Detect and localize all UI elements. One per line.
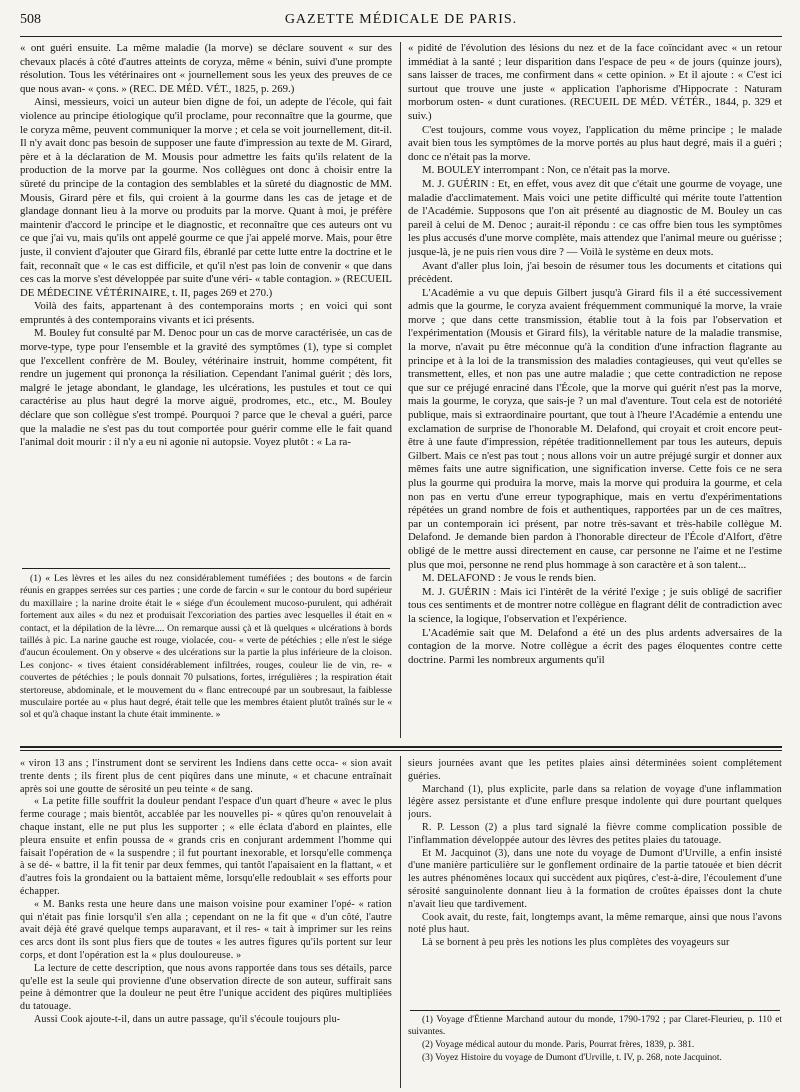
paragraph: « pidité de l'évolution des lésions du nez et de la face coïncidant avec « un retour immédiat à la santé ; leur disparition dans l'espace de peu « de jours (quinze jours), sans laisser de traces, me confirment dans « cette opinion. » Et il ajoute : « C'est ici surtout que trouve une juste « application l'aphorisme d'Hippocrate : Naturam morborum osten- « dunt curationes. (RECUEIL DE MÉD. VÉTÉR., 1844, p. 329 et suiv.) — [408, 42, 782, 122]
header-rule — [20, 36, 782, 37]
paragraph: sieurs journées avant que les petites plaies ainsi déterminées soient complétement guéries. — [408, 758, 782, 782]
paragraph: L'Académie a vu que depuis Gilbert jusqu'à Girard fils il a été successivement admis que la gourme, le coryza avaient fréquemment communiqué la morve, la vraie morve ; que dans cette transmission, établie tout à la fois par l'observation et l'expérimentation (Mousis et Girard fils), la véritable nature de la maladie transmise, la morve, n'avait pu être méconnue qu'à la condition d'une infraction flagrante au principe et à la loi de la transmission des maladies contagieuses, qui veut qu'elles se transmettent, elles, et non pas une autre maladie ; que cette contradiction ne repose que sur ce préjugé enraciné dans l'École, que la morve qui guérit n'est pas la morve, mais la gourme, le coryza, que sais-je ? un mal d'aventure. Tout cela est de notoriété publique, mais si extraordinaire pourtant, que tout à l'heure l'Académie a entendu une exclamation de surprise de l'honorable M. Delafond, qui croyait et croit encore peut-être à une faute d'impression, répétée traditionnellement par tous les auteurs, depuis Gilbert. Mais ce n'est pas tout ; nous allons voir un autre préjugé surgir et donner aux mêmes faits une autre signification, une signification inverse. Cette fois ce ne sera plus la gourme qui produira la morve, mais la morve qui produira la gourme, et cela non pas en vertu d'une erreur typographique, mais en vertu d'expérimentations répétées un grand nombre de fois et authentiques, rapportées par un de ces maîtres, par un contemporain ici présent, par notre très-savant et très-habile collègue M. Delafond. Je demande bien pardon à l'honorable directeur de l'École d'Alfort, d'être obligé de le mettre aussi directement en cause, car personne ne l'aime et ne l'estime plus que moi, personne ne rend plus hommage à son caractère et à son talent... — [408, 286, 782, 571]
paragraph: L'Académie sait que M. Delafond a été un des plus ardents adversaires de la contagion de la morve. Notre collègue a écrit des pages éloquentes contre cette doctrine. Parmi les nombreux arguments qu'il — [408, 626, 782, 666]
paragraph: « viron 13 ans ; l'instrument dont se servirent les Indiens dans cette occa- « sion avait trente dents ; ils firent plus de cent piqûres dans une minute, « et chacune entraînait après soi une goutte de sérosité un peu teinte « de sang. — [20, 758, 392, 795]
top-left-column — [20, 42, 392, 564]
top-left-footnote — [20, 573, 392, 743]
paragraph: Et M. Jacquinot (3), dans une note du voyage de Dumont d'Urville, a enfin insisté d'une manière particulière sur le gonflement ordinaire de la partie tatouée et bien décrit les autres phénomènes locaux qui succèdent aux piqûres, c'est-à-dire, l'écoulement d'une sérosité sanguinolente donnant lieu à la formation de croûtes épaisses dont la chute n'avait lieu que tardivement. — [408, 847, 782, 910]
section-rule-thin — [20, 750, 782, 751]
paragraph: M. J. GUÉRIN : Mais ici l'intérêt de la vérité l'exige ; je suis obligé de sacrifier tous ces sentiments et de montrer notre collègue en flagrant délit de contradiction avec la science, la logique, l'observation et l'expérience. — [408, 585, 782, 625]
bottom-right-notes — [408, 1014, 782, 1090]
paragraph: Cook avait, du reste, fait, longtemps avant, la même remarque, ainsi que nous l'avons noté plus haut. — [408, 911, 782, 936]
paragraph: M. Bouley fut consulté par M. Denoc pour un cas de morve caractérisée, un cas de morve-type, type pour l'ensemble et la gravité des symptômes (1), type si complet que l'excellent confrère de M. Bouley, vétérinaire instruit, homme compétent, fit rendre un jugement qui prononça la résiliation. Cependant l'animal guérit ; dès lors, malgré le jetage abondant, le glandage, les ulcérations, les pustules et tout ce qui caractérise au plus haut degré la morve aiguë, prodromes, etc., etc., M. Bouley déclare que son collègue s'est trompé. Pourquoi ? parce que le cheval a guéri, parce que la maladie ne s'est pas du tout comportée pour guérir comme elle le fait quand l'animal doit mourir : il n'y a eu ni agonie ni autopsie. Voyez plutôt : « La ra- — [20, 327, 392, 449]
column-divider — [400, 42, 401, 738]
paragraph: C'est toujours, comme vous voyez, l'application du même principe ; le malade avait bien tous les symptômes de la morve portés au plus haut degré, mais il a guéri ; donc ce n'était pas la morve. — [408, 123, 782, 163]
column-divider-lower — [400, 756, 401, 1088]
bottom-right-column — [408, 758, 782, 1008]
paragraph: Là se bornent à peu près les notions les plus complètes des voyageurs sur — [422, 937, 730, 949]
reference-note: (1) Voyage d'Étienne Marchand autour du monde, 1790-1792 ; par Claret-Fleurieu, p. 110 et suivantes. — [408, 1015, 782, 1037]
reference-note: (2) Voyage médical autour du monde. Paris, Pourrat frères, 1839, p. 381. — [422, 1040, 695, 1050]
page-number: 508 — [20, 12, 41, 27]
paragraph: La lecture de cette description, que nous avons rapportée dans tous ses détails, parce qu'elle est la seule qui provienne d'une observation directe de son auteur, suffirait sans peine à démontrer que la douleur ne peut être l'unique accident des piqûres multipliées du tatouage. — [20, 962, 392, 1013]
paragraph: Avant d'aller plus loin, j'ai besoin de résumer tous les documents et citations qui précèdent. — [408, 259, 782, 286]
paragraph: M. DELAFOND : Je vous le rends bien. — [422, 572, 597, 585]
paragraph: « M. Banks resta une heure dans une maison voisine pour examiner l'opé- « ration qui n'était pas finie lorsqu'il s'en alla ; cependant on ne la fit que « d'un côté, l'autre avait déjà été gravé quelque temps auparavant, et il res- « tait à imprimer sur les reins ces arcs dont ils sont plus fiers que de toutes « les autres figures qu'ils portent sur leur corps, et dont l'opération est la « plus douloureuse. » — [20, 898, 392, 961]
paragraph: Marchand (1), plus explicite, parle dans sa relation de voyage d'une inflammation légère assez persistante et d'une enflure presque indolente qui dure pourtant quelques jours. — [408, 783, 782, 821]
paragraph: R. P. Lesson (2) a plus tard signalé la fièvre comme complication possible de l'inflammation développée autour des lèvres des petites plaies du tatouage. — [408, 821, 782, 846]
bottom-left-column — [20, 758, 392, 1088]
paragraph: M. BOULEY interrompant : Non, ce n'était pas la morve. — [422, 164, 671, 177]
notes-rule — [410, 1010, 780, 1011]
paragraph: « ont guéri ensuite. La même maladie (la morve) se déclare souvent « sur des chevaux placés à côté d'autres atteints de coryza, même « bénin, suivi d'une prompte résolution. Tous les vétérinaires ont « journellement sous les yeux des preuves de ce que nous avan- « çons. » (REC. DE MÉD. VÉT., 1825, p. 269.) — [20, 42, 392, 95]
page-header — [20, 10, 782, 32]
paragraph: Voilà des faits, appartenant à des contemporains morts ; en voici qui sont empruntés à des contemporains vivants et ici présents. — [20, 300, 392, 326]
paragraph: Ainsi, messieurs, voici un auteur bien digne de foi, un adepte de l'école, qui fait violence au principe étiologique qu'il proclame, pour reconnaître que la gourme, que le coryza même, peuvent communiquer la morve ; et cela se voit journellement, dit-il. Il n'y avait donc pas besoin de supposer une faute d'impression au texte de M. Girard, père et à la déclaration de M. Mousis pour admettre les faits qu'ils relatent de la production de la morve par la gourme. Nos collègues ont donc à choisir entre la sûreté du principe de la contagion des semblables et la sûreté du diagnostic de MM. Mousis, Girard père et fils, qui croient à la gourme dans les cas de jetage et de glandage donnant lieu à la morve ou produits par la morve. Quant à moi, je préfère maintenir d'accord le principe et le diagnostic, et reconnaître que ces auteurs ont vu ce que j'ai vu, mais qu'ils ont appelé gourme ce que j'ai appelé morve. Mais, pour être juste, il convient d'ajouter que Girard fils, ébranlé par cette lutte entre la doctrine et le fait, reconnaît que « le cas est difficile, et qu'il n'est pas loin de convenir « que dans ces cas la morve s'est développée par suite d'une véri- « table contagion. » (RECUEIL DE MÉDECINE VÉTÉRINAIRE, t. II, pages 269 et 270.) — [20, 96, 392, 299]
reference-note: (3) Voyez Histoire du voyage de Dumont d'Urville, t. IV, p. 268, note Jacquinot. — [422, 1053, 722, 1063]
journal-title: GAZETTE MÉDICALE DE PARIS. — [284, 12, 518, 27]
footnote: (1) « Les lèvres et les ailes du nez considérablement tuméfiées ; des boutons « de farcin réunis en grappes serrées sur ces parties ; une corde de farcin « sur le contour du bord supérieur du maxillaire ; la narine droite était le « siége d'un écoulement mucoso-purulent, qui adhérait fortement aux ailes « du nez et produisait l'excoriation des parties avec lesquelles il était en « contact, et la dépilation de la lèvre.... On remarque aussi çà et là quelques « ulcérations à bords taillés à pic. La narine gauche est rouge, violacée, cou- « verte de pétéchies ; elle n'est le siége d'aucun écoulement. On y observe « des ulcérations sur la partie la plus inférieure de la cloison. Les conjonc- « tives étaient considérablement infiltrées, rouges, couleur lie de vin, re- « couvertes de pétéchies ; le pouls donnait 70 pulsations, fortes, irrégulières ; la respiration était stertoreuse, abdominale, et le mouvement du « flanc entrecoupé par un soubresaut, la faiblesse musculaire portée au « plus haut degré, était telle que les membres étaient plutôt traînés sur le « sol et qu'à chaque instant la chute était imminente. » — [20, 573, 392, 721]
footnote-rule — [22, 568, 390, 569]
section-rule — [20, 746, 782, 748]
paragraph: « La petite fille souffrit la douleur pendant l'espace d'un quart d'heure « avec le plus ferme courage ; mais bientôt, accablée par les nouvelles pi- « qûres qu'on renouvelait à chaque instant, elle ne put plus les supporter ; « elle éclata d'abord en plaintes, elle pleura ensuite et enfin poussa de « grands cris en conjurant ardemment l'homme qui faisait l'opération de « la suspendre ; il fut pourtant inexorable, et lorsqu'elle commença à se dé- « battre, il la fit tenir par deux femmes, qui tantôt l'apaisaient en la flattant, « et d'autres fois la grondaient ou la battaient même, lorsqu'elle redoublait « ses efforts pour échapper. — [20, 796, 392, 897]
top-right-column — [408, 42, 782, 738]
paragraph: Aussi Cook ajoute-t-il, dans un autre passage, qu'il s'écoule toujours plu- — [34, 1013, 341, 1025]
paragraph: M. J. GUÉRIN : Et, en effet, vous avez dit que c'était une gourme de voyage, une maladie d'acclimatement. Mais voici une petite difficulté qui mérite toute l'attention de l'Académie. Supposons que l'on ait présenté au diagnostic de M. Bouley un cas pareil à celui de M. Denoc ; aurait-il répondu : ce cas offre bien tous les symptômes les plus accusés d'une morve complète, mais attendez que l'animal meure ou guérisse ; jusque-là, je ne puis rien vous dire ? — Voilà le système en deux mots. — [408, 177, 782, 258]
